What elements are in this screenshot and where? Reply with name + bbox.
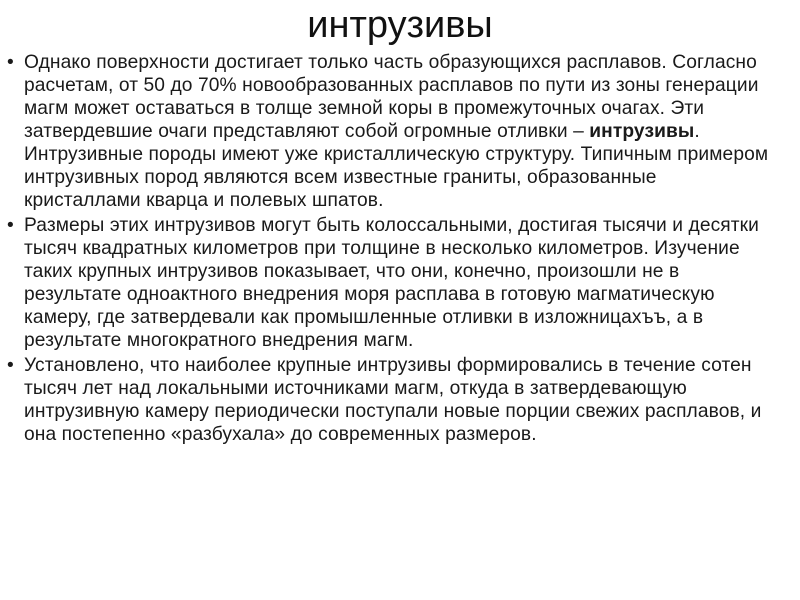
bullet-item-3 [7, 354, 777, 446]
paragraph-1-term: интрузивы [589, 121, 695, 142]
paragraph-1-text-before: Однако поверхности достигает только часть образующихся расплавов. Согласно расчетам, от 50 до 70% новообразованных расплавов по пути из зоны генерации магм может оставаться в толще земной коры в промежуточных очагах. Эти затвердевшие очаги представляют собой огромные отливки – [24, 52, 759, 142]
slide-title: интрузивы [307, 4, 493, 46]
bullet-item-2 [7, 214, 777, 352]
paragraph-1-text-after: . Интрузивные породы имеют уже кристаллическую структуру. Типичным примером интрузивных пород являются всем известные граниты, образованные кристаллами кварца и полевых шпатов. [24, 121, 769, 211]
bullet-item-1 [7, 51, 777, 212]
bullet-icon: • [7, 215, 14, 236]
paragraph-2-text: Размеры этих интрузивов могут быть колоссальными, достигая тысячи и десятки тысяч квадратных километров при толщине в несколько километров. Изучение таких крупных интрузивов показывает, что они, конечно, произошли не в результате одноактного внедрения моря расплава в готовую магматическую камеру, где затвердевали как промышленные отливки в изложницахъъ, а в результате многократного внедрения магм. [24, 215, 759, 351]
paragraph-3-text: Установлено, что наиболее крупные интрузивы формировались в течение сотен тысяч лет над локальными источниками магм, откуда в затвердевающую интрузивную камеру периодически поступали новые порции свежих расплавов, и она постепенно «разбухала» до современных размеров. [24, 355, 762, 445]
bullet-list [7, 51, 777, 448]
bullet-icon: • [7, 52, 14, 73]
bullet-icon: • [7, 355, 14, 376]
